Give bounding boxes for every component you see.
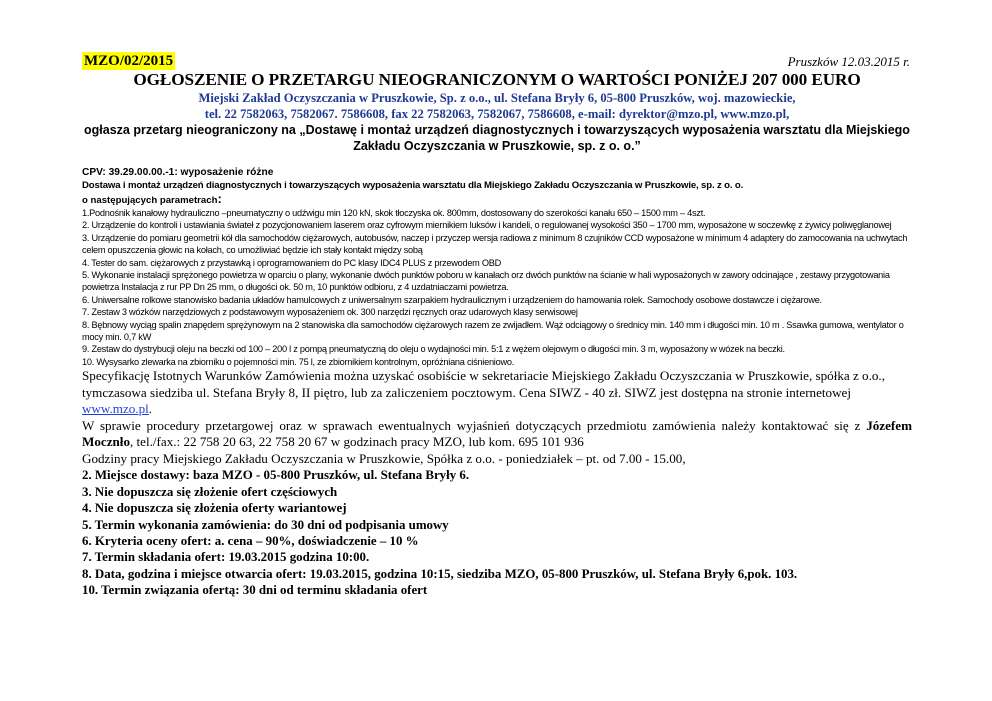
list-item: 6. Uniwersalne rolkowe stanowisko badania układów hamulcowych z uniwersalnym szarpakiem hydraulicznym i urządzeniem do hamowania rolek. Samochody osobowe dostawcze i ciężarowe. — [82, 294, 822, 305]
opening-details: 8. Data, godzina i miejsce otwarcia ofert: 19.03.2015, godzina 10:15, siedziba MZO, 05-800 Pruszków, ul. Stefana Bryły 6,pok. 103. — [82, 566, 798, 581]
address-line-2 — [82, 106, 912, 122]
list-item: 10. Wysysarko zlewarka na zbiorniku o pojemności min. 75 l, ze zbiornikiem kontrolnym, opróżniana ciśnieniowo. — [82, 356, 514, 367]
list-item: 4. Tester do sam. ciężarowych z przystawką i oprogramowaniem do PC klasy IDC4 PLUS z przewodem OBD — [82, 257, 502, 268]
parameters-colon: : — [217, 191, 222, 206]
submission-deadline: 7. Termin składania ofert: 19.03.2015 godzina 10:00. — [82, 550, 370, 565]
contact-person: Józefem Mocznło — [82, 417, 912, 450]
order-subject: Dostawa i montaż urządzeń diagnostycznych i towarzyszących wyposażenia warsztatu dla Miejskiego Zakładu Oczyszczania w Pruszkowie, sp. z o. o. — [82, 180, 744, 191]
delivery-place: 2. Miejsce dostawy: baza MZO - 05-800 Pruszków, ul. Stefana Bryły 6. — [82, 468, 470, 483]
document-title: OGŁOSZENIE O PRZETARGU NIEOGRANICZONYM O WARTOŚCI PONIŻEJ 207 000 EURO — [133, 70, 861, 89]
document-page — [82, 52, 912, 599]
list-item: 1.Podnośnik kanałowy hydrauliczno –pneumatyczny o udźwigu min 120 kN, skok tłoczyska ok. 800mm, dostosowany do szerokości kanału 650 – 1500 mm – 4szt. — [82, 208, 706, 218]
contact-paragraph — [82, 418, 912, 451]
cpv-code: CPV: 39.29.00.00.-1: wyposażenie różne — [82, 167, 274, 178]
place-and-date: Pruszków 12.03.2015 r. — [787, 54, 910, 69]
parameters-label: o następujących parametrach — [82, 195, 218, 206]
evaluation-criteria: 6. Kryteria oceny ofert: a. cena – 90%, doświadczenie – 10 % — [82, 533, 419, 548]
office-hours: Godziny pracy Miejskiego Zakładu Oczyszczania w Pruszkowie, Spółka z o.o. - poniedziałek – pt. od 7.00 - 15.00, — [82, 450, 686, 466]
address-line-1: Miejski Zakład Oczyszczania w Pruszkowie, Sp. z o.o., ul. Stefana Bryły 6, 05-800 Pruszków, woj. mazowieckie, — [198, 91, 796, 105]
announcement: ogłasza przetarg nieograniczony na „Dostawę i montaż urządzeń diagnostycznych i towarzyszących wyposażenia warsztatu dla Miejskiego Zakładu Oczyszczania w Pruszkowie, sp. z o. o.” — [84, 123, 910, 153]
contact-details: , tel./fax.: 22 758 20 63, 22 758 20 67 w godzinach pracy MZO, lub kom. 695 101 936 — [130, 434, 584, 450]
list-item: 5. Wykonanie instalacji sprężonego powietrza w oparciu o plany, wykonanie dwóch punktów poboru w kanałach orz dwóch punktów na ścianie w hali wyposażonych w zawory odcinające , zestawy przygotowania powietrza Instalacja z rur PP Dn 25 mm, o długości ok. 50 m, 10 punktów odbioru, z 4 uzdatniaczami powietrza. — [82, 270, 890, 293]
contact-links[interactable]: e-mail: dyrektor@mzo.pl, www.mzo.pl, — [578, 107, 790, 121]
list-item: 8. Bębnowy wyciąg spalin znapędem sprężynowym na 2 stanowiska dla samochodów ciężarowych razem ze zwijadłem. Wąż odciągowy o średnicy min. 140 mm i długości min. 10 m . Ssawka gumowa, wentylator o mocy min. 0,7 kW — [82, 319, 904, 343]
phone-fax: tel. 22 7582063, 7582067. 7586608, fax 22 7582063, 7582067, 7586608, — [204, 107, 575, 121]
siwz-paragraph — [82, 368, 912, 418]
list-item: 3. Urządzenie do pomiaru geometrii kół dla samochodów ciężarowych, autobusów, naczep i przyczep wersja radiowa z minimum 8 czujników CCD wyposażone w minimum 4 adaptery do zamocowania na uchwytach celem opuszczenia głowic na kołach, co umożliwiać będzie ich stały kontakt między sobą — [82, 232, 908, 256]
contact-intro: W sprawie procedury przetargowej oraz w sprawach ewentualnych wyjaśnień dotyczących przedmiotu zamówienia należy kontaktować się z — [82, 417, 867, 433]
parameters-heading — [82, 192, 912, 207]
binding-period: 10. Termin związania ofertą: 30 dni od terminu składania ofert — [82, 583, 428, 598]
variant-offers: 4. Nie dopuszcza się złożenia oferty wariantowej — [82, 501, 347, 516]
website-link[interactable]: www.mzo.pl — [82, 401, 149, 417]
equipment-list — [82, 207, 912, 368]
header-topline — [82, 52, 912, 70]
completion-term: 5. Termin wykonania zamówienia: do 30 dni od podpisania umowy — [82, 517, 449, 532]
list-item: 2. Urządzenie do kontroli i ustawiania świateł z pozycjonowaniem laserem oraz cyfrowym miernikiem luksów i kandeli, o regulowanej wysokości 350 – 1700 mm, wyposażone w soczewkę z żywicy poliwęglanowej — [82, 220, 892, 231]
list-item: 7. Zestaw 3 wózków narzędziowych z podstawowym wyposażeniem ok. 300 narzędzi ręcznych oraz udarowych klasy serwisowej — [82, 307, 578, 318]
siwz-text: Specyfikację Istotnych Warunków Zamówienia można uzyskać osobiście w sekretariacie Miejskiego Zakładu Oczyszczania w Pruszkowie, spółka z o.o., tymczasowa siedziba ul. Stefana Bryły 8, II piętro, lub za zaliczeniem pocztowym. Cena SIWZ - 40 zł. SIWZ jest dostępna na stronie internetowej — [82, 368, 885, 400]
reference-number: MZO/02/2015 — [84, 53, 174, 69]
list-item: 9. Zestaw do dystrybucji oleju na beczki od 100 – 200 l z pompą pneumatyczną do oleju o wydajności min. 5:1 z wężem olejowym o długości min. 3 m, wyposażony w wózek na beczki. — [82, 344, 785, 355]
partial-offers: 3. Nie dopuszcza się złożenie ofert częściowych — [82, 484, 338, 499]
siwz-period: . — [148, 401, 153, 417]
